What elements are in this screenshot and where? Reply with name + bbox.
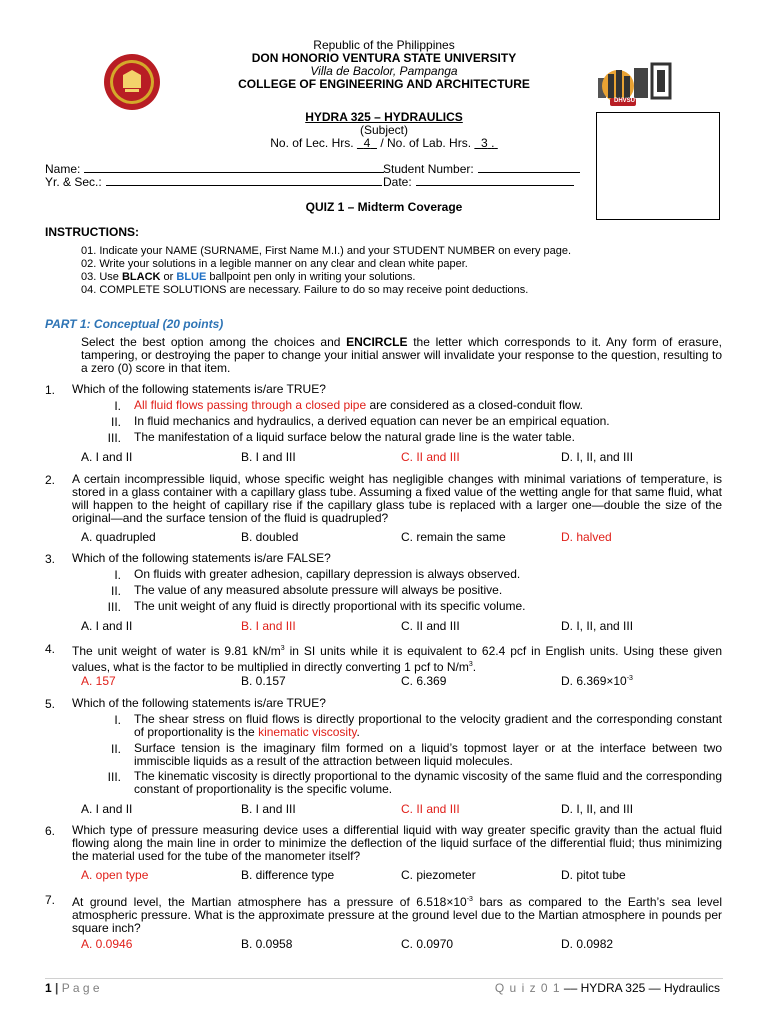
instruction-item-4: 04. COMPLETE SOLUTIONS are necessary. Failure to do so may receive point deductions. — [81, 284, 529, 296]
q1-option-c[interactable]: C. II and III — [401, 450, 460, 464]
yr-sec-line[interactable] — [106, 174, 382, 186]
q4-text: The unit weight of water is 9.81 $kN/m^3$ in SI units while it is equivalent to 62.4 pcf in English units. Using these given values, what is the factor to be multiplied in directly converting 1 pcf to $N/m^3$. — [72, 644, 723, 674]
q3-statement-1: On fluids with greater adhesion, capillary depression is always observed. — [134, 567, 521, 581]
footer-course — [490, 981, 720, 995]
q2-option-d[interactable]: D. halved — [561, 530, 612, 544]
name-label: Name: — [45, 162, 81, 176]
date-field[interactable] — [383, 174, 574, 189]
q3-roman-3: III. — [107, 600, 121, 614]
q5-text: Which of the following statements is/are TRUE? — [72, 696, 326, 710]
subject-title: HYDRA 325 – HYDRAULICS — [305, 110, 463, 124]
instruction-item-1: 01. Indicate your NAME (SURNAME, First Name M.I.) and your STUDENT NUMBER on every page. — [81, 245, 572, 257]
q2-option-c[interactable]: C. remain the same — [401, 530, 506, 544]
q4-option-d[interactable]: D. $6.369\times 10^{-3}$ — [561, 674, 633, 688]
q7-option-d[interactable]: D. 0.0982 — [561, 937, 614, 951]
page-number: 1 — [45, 981, 52, 995]
q6-option-d[interactable]: D. pitot tube — [561, 868, 626, 882]
q7-text: At ground level, the Martian atmosphere has a pressure of $6.518\times 10^{-3}$ bars as compared to the Earth’s sea level atmospheric pressure. What is the approximate pressure at the ground level due to the Martian atmosphere in pounds per square inch? — [72, 895, 722, 935]
q1-statement-3: The manifestation of a liquid surface below the natural grade line is the water table. — [134, 430, 575, 444]
subject-label: (Subject) — [359, 123, 409, 137]
q1-option-d[interactable]: D. I, II, and III — [561, 450, 634, 464]
q4-number: 4. — [45, 642, 56, 656]
q4-option-c[interactable]: C. 6.369 — [401, 674, 447, 688]
q6-option-c[interactable]: C. piezometer — [401, 868, 476, 882]
republic-line: Republic of the Philippines — [313, 38, 455, 52]
footer-divider — [45, 978, 723, 979]
q5-statement-2: Surface tension is the imaginary film formed on a liquid’s topmost layer or at the interface between two immiscible liquids as a result of the attraction between liquid molecules. — [134, 741, 722, 768]
q1-number: 1. — [45, 383, 56, 397]
q5-statement-3: The kinematic viscosity is directly proportional to the dynamic viscosity of the same fluid and the corresponding constant of proportionality is the specific volume. — [134, 769, 722, 796]
q1-option-b[interactable]: B. I and III — [241, 450, 296, 464]
q3-option-b[interactable]: B. I and III — [241, 619, 296, 633]
college-name: COLLEGE OF ENGINEERING AND ARCHITECTURE — [238, 77, 530, 91]
page-word: P a g e — [61, 981, 100, 995]
q5-option-a[interactable]: A. I and II — [81, 802, 133, 816]
q2-text: A certain incompressible liquid, whose specific weight has negligible changes with minimal variations of temperature, is stored in a glass container with a capillary glass tube. Assuming a fixed value of the wetting angle for that same fluid, what will happen to the height of capillary rise if the capillary glass tube is replaced with a larger one—double the size of the original—and the surface tension of the fluid is quadrupled? — [72, 472, 722, 525]
q2-option-a[interactable]: A. quadrupled — [81, 530, 156, 544]
q3-option-a[interactable]: A. I and II — [81, 619, 133, 633]
q5-roman-3: III. — [107, 770, 121, 784]
q1-roman-1: I. — [114, 399, 121, 413]
q1-statement-2: In fluid mechanics and hydraulics, a derived equation can never be an empirical equation. — [134, 414, 610, 428]
university-location: Villa de Bacolor, Pampanga — [310, 64, 458, 78]
hours-mid: / No. of Lab. Hrs. — [380, 136, 472, 150]
q1-statement-1: All fluid flows passing through a closed pipe are considered as a closed-conduit flow. — [134, 398, 583, 412]
instructions-heading: INSTRUCTIONS: — [45, 225, 139, 239]
hours-prefix: No. of Lec. Hrs. — [270, 136, 354, 150]
footer-page: 1 | P a g e — [45, 981, 100, 995]
q1-roman-2: II. — [110, 415, 121, 429]
q3-roman-1: I. — [114, 568, 121, 582]
date-label: Date: — [383, 175, 412, 189]
instruction-item-2: 02. Write your solutions in a legible manner on any clear and clean white paper. — [81, 258, 468, 270]
q6-text: Which type of pressure measuring device uses a differential liquid with way greater specific gravity than the actual fluid flowing along the main line in order to minimize the deflection of the liquid surface of the differential fluid; thus minimizing the material used for the tube of the manometer itself? — [72, 823, 722, 863]
student-number-label: Student Number: — [383, 162, 474, 176]
q3-option-c[interactable]: C. II and III — [401, 619, 460, 633]
q3-statement-3: The unit weight of any fluid is directly proportional with its specific volume. — [134, 599, 526, 613]
q3-roman-2: II. — [110, 584, 121, 598]
course-name: –– HYDRA 325 — Hydraulics — [560, 981, 720, 995]
yr-sec-label: Yr. & Sec.: — [45, 175, 102, 189]
black-word: BLACK — [121, 271, 161, 283]
quiz-title: QUIZ 1 – Midterm Coverage — [305, 200, 463, 214]
q5-roman-2: II. — [110, 742, 121, 756]
q5-statement-1: The shear stress on fluid flows is directly proportional to the velocity gradient and the corresponding constant of proportionality is the kinematic viscosity. — [134, 712, 722, 739]
yr-sec-field[interactable] — [45, 174, 382, 189]
blue-word: BLUE — [176, 271, 207, 283]
part1-heading: PART 1: Conceptual (20 points) — [45, 317, 224, 331]
part1-intro: Select the best option among the choices and ENCIRCLE the letter which corresponds to it. Any form of erasure, tampering, or destroying the paper to change your initial answer will invalidate your response to the question, resulting to a zero (0) score in that item. — [81, 335, 722, 375]
q2-option-b[interactable]: B. doubled — [241, 530, 299, 544]
quiz-code: Q u i z 0 1 — [494, 981, 561, 995]
q6-option-a[interactable]: A. open type — [81, 868, 149, 882]
lec-hours: 4 — [363, 136, 371, 150]
q3-text: Which of the following statements is/are FALSE? — [72, 551, 331, 565]
q5-roman-1: I. — [114, 713, 121, 727]
q6-number: 6. — [45, 824, 56, 838]
q7-option-a[interactable]: A. 0.0946 — [81, 937, 133, 951]
q4-option-a[interactable]: A. 157 — [81, 674, 116, 688]
q7-number: 7. — [45, 893, 56, 907]
q3-statement-2: The value of any measured absolute pressure will always be positive. — [134, 583, 503, 597]
q2-number: 2. — [45, 473, 56, 487]
q1-option-a[interactable]: A. I and II — [81, 450, 133, 464]
instruction-item-3: 03. Use BLACK or BLUE ballpoint pen only in writing your solutions. — [81, 271, 416, 283]
student-number-line[interactable] — [478, 161, 580, 173]
q1-roman-3: III. — [107, 431, 121, 445]
college-logo-text: DHVSU — [614, 98, 636, 104]
q5-option-d[interactable]: D. I, II, and III — [561, 802, 634, 816]
lab-hours: 3 . — [481, 136, 495, 150]
q3-number: 3. — [45, 552, 56, 566]
q3-option-d[interactable]: D. I, II, and III — [561, 619, 634, 633]
q5-number: 5. — [45, 697, 56, 711]
date-line[interactable] — [416, 174, 574, 186]
q7-option-c[interactable]: C. 0.0970 — [401, 937, 454, 951]
university-name: DON HONORIO VENTURA STATE UNIVERSITY — [251, 51, 517, 65]
q5-option-c[interactable]: C. II and III — [401, 802, 460, 816]
q6-option-b[interactable]: B. difference type — [241, 868, 335, 882]
q4-option-b[interactable]: B. 0.157 — [241, 674, 286, 688]
q5-option-b[interactable]: B. I and III — [241, 802, 296, 816]
q1-text: Which of the following statements is/are TRUE? — [72, 382, 326, 396]
q7-option-b[interactable]: B. 0.0958 — [241, 937, 293, 951]
name-line[interactable] — [84, 161, 384, 173]
